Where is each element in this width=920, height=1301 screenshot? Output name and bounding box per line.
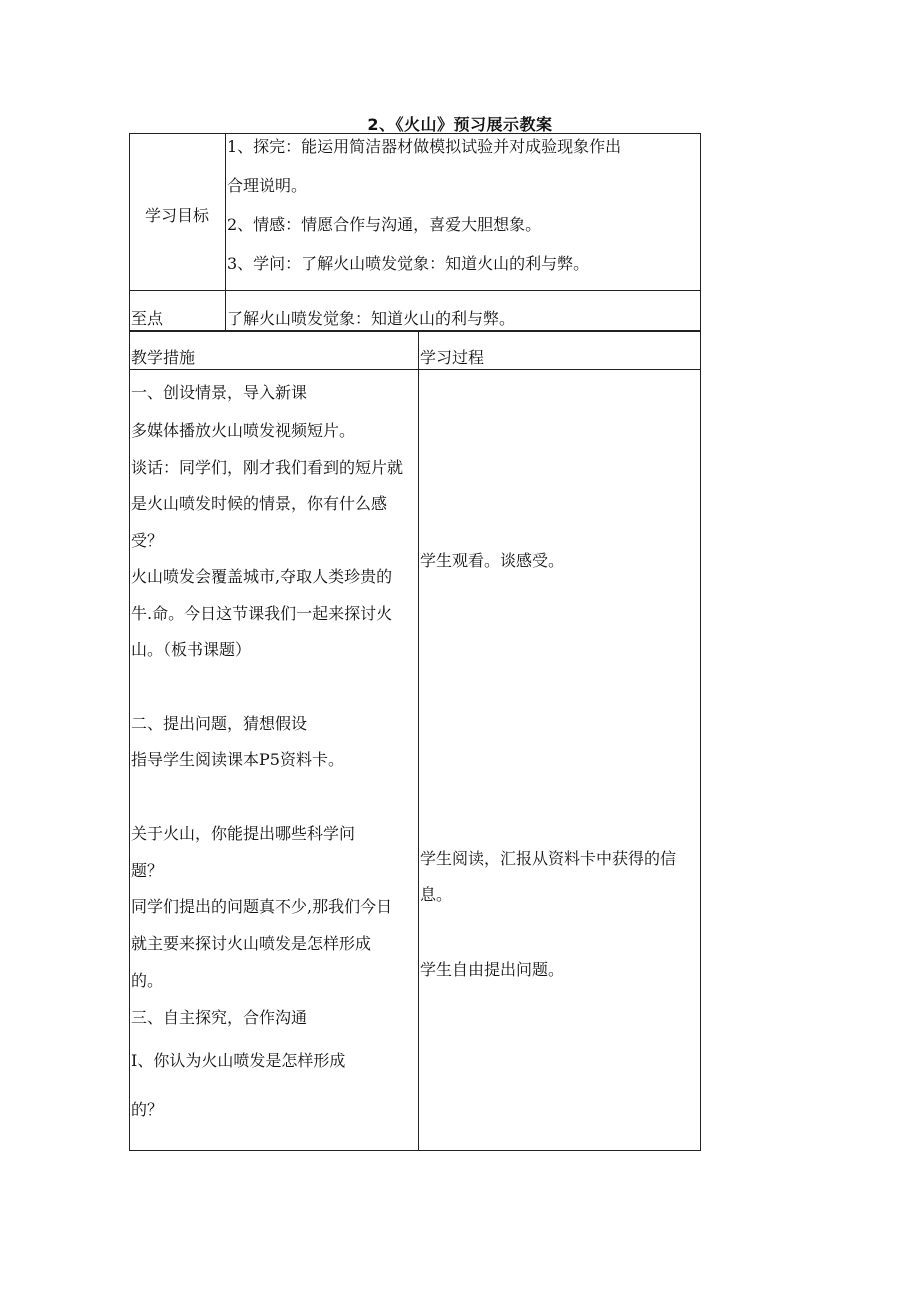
objective-line-3: 2、情感：情愿合作与沟通，喜爱大胆想象。 (227, 215, 542, 234)
teaching-line: 的。 (131, 971, 164, 990)
learning-line: 学生阅读，汇报从资料卡中获得的信 (420, 849, 677, 868)
teaching-line: 一、创设情景，导入新课 (131, 383, 308, 402)
teaching-line: 谈话：同学们，刚才我们看到的短片就 (131, 458, 404, 477)
learning-line: 学生观看。谈感受。 (420, 551, 565, 570)
teaching-line: 三、自主探究，合作沟通 (131, 1008, 308, 1027)
teaching-line: 牛.命。今日这节课我们一起来探讨火 (131, 604, 393, 623)
teaching-line: 是火山喷发时候的情景，你有什么感 (131, 494, 388, 513)
teaching-line: 山。（板书课题） (131, 640, 252, 659)
objective-line-2: 合理说明。 (227, 176, 308, 195)
keypoint-text: 了解火山喷发觉象：知道火山的利与弊。 (227, 309, 516, 328)
objectives-label: 学习目标 (145, 206, 210, 225)
keypoint-label: 至点 (131, 309, 164, 328)
learning-header: 学习过程 (420, 348, 485, 367)
teaching-line: 关于火山，你能提出哪些科学问 (131, 824, 356, 843)
teaching-line: I、你认为火山喷发是怎样形成 (131, 1051, 346, 1070)
objectives-row-divider (129, 290, 701, 291)
process-divider (418, 331, 419, 1151)
objectives-divider (225, 133, 226, 331)
document-title: 2、《火山》预习展示教案 (367, 115, 553, 134)
teaching-line: 二、提出问题，猜想假设 (131, 714, 308, 733)
objective-line-1: 1、探完：能运用简洁器材做模拟试验并对成验现象作出 (227, 137, 622, 156)
learning-line: 息。 (420, 885, 453, 904)
teaching-line: 火山喷发会覆盖城市,夺取人类珍贵的 (131, 567, 393, 586)
teaching-line: 多媒体播放火山喷发视频短片。 (131, 421, 356, 440)
teaching-line: 就主要来探讨火山喷发是怎样形成 (131, 934, 372, 953)
teaching-line: 题？ (131, 861, 164, 880)
objective-line-4: 3、学问：了解火山喷发觉象：知道火山的利与弊。 (227, 254, 590, 273)
process-header-divider (129, 369, 701, 370)
process-table (129, 331, 701, 1151)
teaching-line: 同学们提出的问题真不少,那我们今日 (131, 897, 393, 916)
teaching-header: 教学措施 (131, 348, 196, 367)
teaching-line: 指导学生阅读课本P5资料卡。 (131, 750, 344, 769)
learning-line: 学生自由提出问题。 (420, 960, 565, 979)
teaching-line: 的？ (131, 1100, 164, 1119)
teaching-line: 受？ (131, 531, 164, 550)
